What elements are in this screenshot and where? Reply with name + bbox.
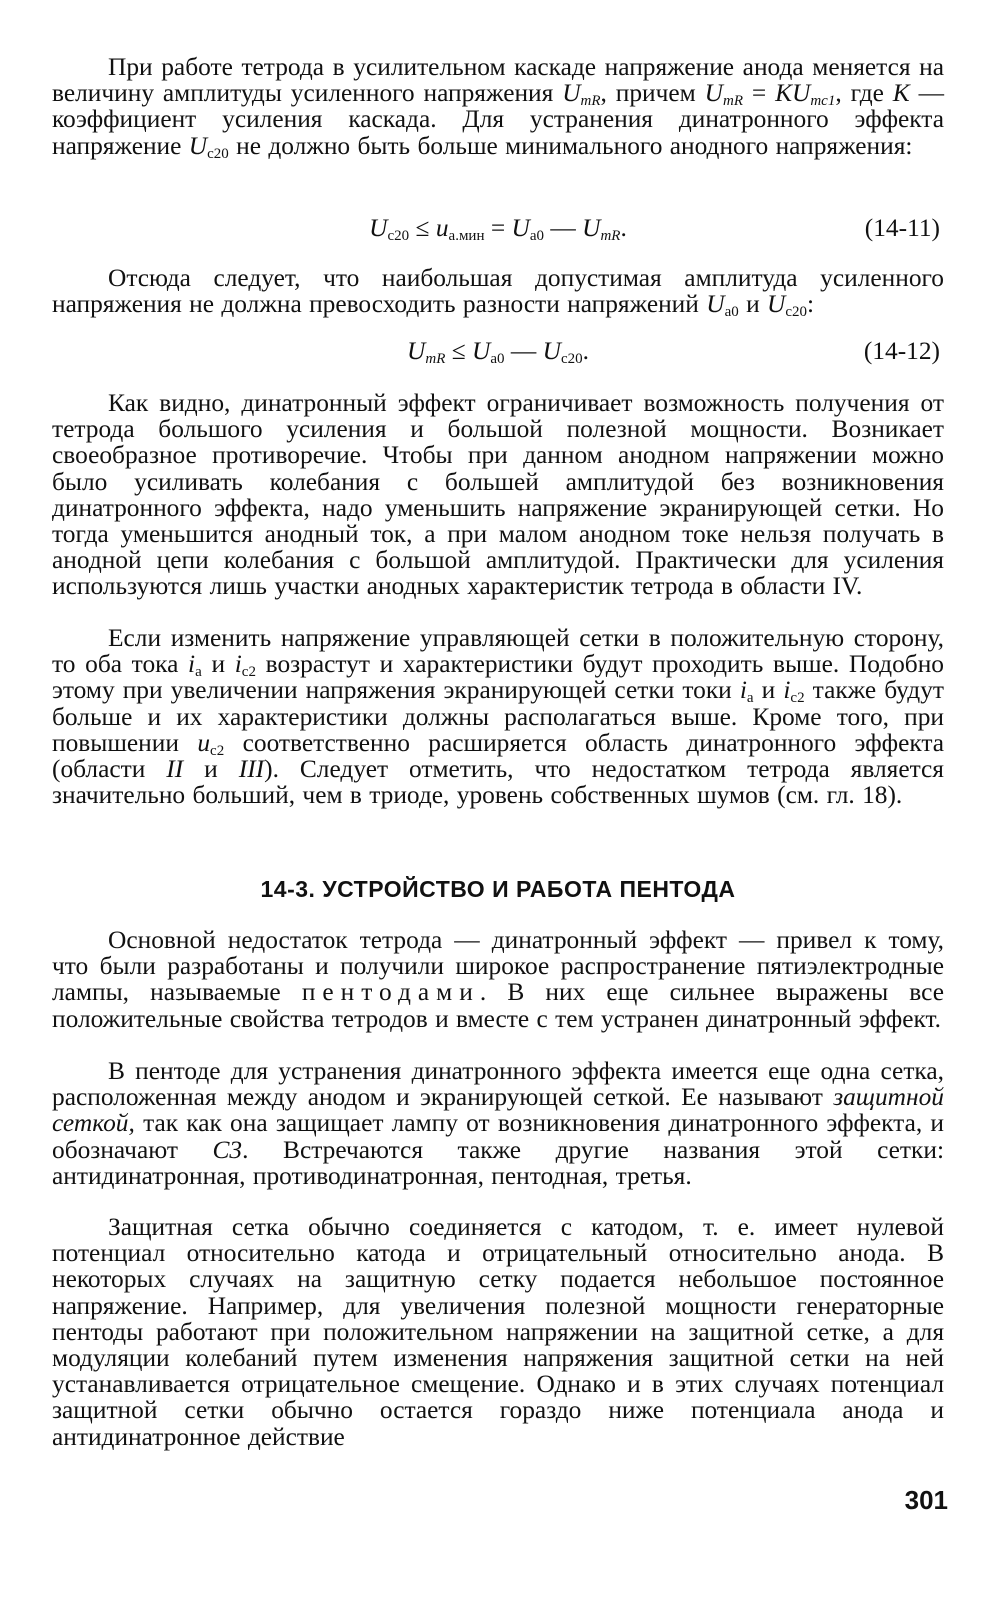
relation: . bbox=[620, 214, 627, 242]
text-run: и bbox=[753, 676, 784, 705]
subscript: c20 bbox=[387, 228, 410, 244]
text-run: При работе тетрода в усилительном каскаде напряжение анода меняется на величину амплитуды усиленного напряжения bbox=[52, 53, 944, 108]
equation-14-11 bbox=[52, 213, 944, 243]
symbol: i bbox=[739, 676, 747, 705]
subscript: c2 bbox=[241, 664, 256, 681]
section-heading: 14-3. УСТРОЙСТВО И РАБОТА ПЕНТОДА bbox=[260, 876, 736, 902]
text-run: и bbox=[738, 290, 768, 319]
symbol: u bbox=[435, 214, 449, 242]
symbol: i bbox=[234, 650, 242, 679]
text-run: и bbox=[201, 650, 235, 679]
italic-term: защитной сеткой, bbox=[52, 1083, 944, 1138]
symbol: U bbox=[472, 337, 491, 365]
symbol: KU bbox=[775, 79, 811, 108]
paragraph-1-text bbox=[52, 53, 945, 162]
relation: ≤ bbox=[409, 214, 436, 242]
subscript: mc1 bbox=[810, 93, 836, 110]
text-run: — коэффициент усиления каскада. Для устранения динатронного эффекта напряжение bbox=[52, 79, 945, 160]
text-run: так как она защищает лампу от возникновения динатронного эффекта, и обозначают bbox=[52, 1109, 944, 1164]
symbol: U bbox=[407, 337, 426, 365]
text-run: также будут больше и их характеристики должны располагаться выше. Кроме того, при повышении bbox=[52, 676, 944, 757]
symbol: u bbox=[197, 728, 211, 757]
italic-term: С3 bbox=[212, 1135, 243, 1164]
subscript: c2 bbox=[210, 742, 225, 759]
text-run: . Встречаются также другие названия этой сетки: антидинатронная, противодинатронная, пентодная, третья. bbox=[52, 1135, 945, 1190]
paragraph-3-text: Как видно, динатронный эффект ограничивает возможность получения от тетрода большого усиления и большой полезной мощности. Возникает своеобразное противоречие. Чтобы при данном анодном напряжении можно было усиливать колебания с большей амплитудой без возникновения динатронного эффекта, надо уменьшить напряжение экранирующей сетки. Но тогда уменьшится анодный ток, а при малом анодном токе нельзя получать в анодной цепи колебания с большой амплитудой. Практически для усиления используются лишь участки анодных характеристик тетрода в области IV. bbox=[52, 389, 944, 601]
text-run: = bbox=[742, 79, 776, 108]
text-run: ). Следует отметить, что недостатком тетрода является значительно больший, чем в триоде, уровень собственных шумов (см. гл. 18). bbox=[52, 755, 944, 810]
subscript: а.мин bbox=[448, 228, 485, 244]
subscript: а0 bbox=[529, 228, 545, 244]
text-run: : bbox=[807, 290, 815, 319]
text-run: . В них еще сильнее выражены все положительные свойства тетродов и вместе с тем устранен динатронный эффект. bbox=[52, 978, 944, 1033]
paragraph-4 bbox=[52, 625, 944, 808]
subscript: а bbox=[195, 664, 202, 681]
relation: = bbox=[484, 214, 512, 242]
symbol: II bbox=[166, 755, 184, 784]
relation: ≤ bbox=[445, 337, 472, 365]
text-run: возрастут и характеристики будут проходить выше. Подобно этому при увеличении напряжения экранирующей сетки токи bbox=[52, 650, 945, 705]
symbol: U bbox=[369, 214, 388, 242]
symbol: U bbox=[511, 214, 530, 242]
text-run: Отсюда следует, что наибольшая допустимая амплитуда усиленного напряжения не должна превосходить разности напряжений bbox=[52, 264, 944, 319]
symbol: U bbox=[767, 290, 786, 319]
page-number: 301 bbox=[904, 1485, 948, 1515]
text-run: Если изменить напряжение управляющей сетки в положительную сторону, то оба тока bbox=[52, 624, 944, 679]
text-run: Основной недостаток тетрода — динатронный эффект — привел к тому, что были разработаны и получили широкое распространение пятиэлектродные лампы, называемые bbox=[52, 926, 944, 1007]
symbol: U bbox=[704, 79, 723, 108]
paragraph-1 bbox=[52, 53, 945, 162]
text-run: , причем bbox=[600, 79, 705, 108]
subscript: c20 bbox=[560, 351, 583, 367]
paragraph-4-text bbox=[52, 625, 944, 808]
paragraph-6 bbox=[52, 1058, 944, 1189]
text-run: В пентоде для устранения динатронного эффекта имеется еще одна сетка, расположенная между анодом и экранирующей сеткой. Ее называют bbox=[52, 1057, 944, 1112]
subscript: c20 bbox=[207, 145, 229, 162]
text-run: и bbox=[183, 755, 239, 784]
text-run: соответственно расширяется область динатронного эффекта (области bbox=[52, 728, 945, 784]
relation: . bbox=[582, 337, 589, 365]
relation: — bbox=[544, 214, 583, 242]
symbol: U bbox=[188, 131, 208, 160]
paragraph-7-text: Защитная сетка обычно соединяется с катодом, т. е. имеет нулевой потенциал относительно катода и отрицательный относительно анода. В некоторых случаях на защитную сетку подается небольшое постоянное напряжение. Например, для увеличения полезной мощности генераторные пентоды работают при положительном напряжении на защитной сетке, а для модуляции колебаний путем изменения напряжения защитной сетки на ней устанавливается отрицательное смещение. Однако и в этих случаях потенциал защитной сетки обычно остается гораздо ниже потенциала анода и антидинатронное действие bbox=[52, 1213, 944, 1451]
symbol: i bbox=[188, 650, 196, 679]
symbol: U bbox=[706, 290, 725, 319]
paragraph-2-text bbox=[52, 264, 944, 321]
equation-14-12 bbox=[52, 336, 944, 366]
subscript: c20 bbox=[785, 304, 808, 321]
symbol: K bbox=[892, 79, 910, 108]
paragraph-5-text bbox=[52, 927, 944, 1032]
subscript: а0 bbox=[490, 351, 505, 367]
symbol: U bbox=[562, 79, 581, 108]
symbol: i bbox=[783, 676, 791, 705]
paragraph-2 bbox=[52, 264, 944, 321]
subscript: mR bbox=[425, 351, 446, 367]
subscript: mR bbox=[600, 228, 621, 244]
equation-number: (14-11) bbox=[864, 214, 940, 242]
subscript: а0 bbox=[724, 304, 739, 321]
subscript: mR bbox=[722, 93, 743, 110]
subscript: mR bbox=[580, 93, 601, 110]
spaced-term: пентодами bbox=[301, 978, 480, 1007]
paragraph-7 bbox=[52, 1214, 944, 1450]
paragraph-5 bbox=[52, 927, 944, 1032]
symbol: U bbox=[542, 337, 561, 365]
subscript: а bbox=[746, 690, 754, 707]
equation-number: (14-12) bbox=[863, 337, 940, 365]
symbol: U bbox=[582, 214, 601, 242]
text-run: , где bbox=[835, 79, 893, 108]
symbol: III bbox=[238, 755, 265, 784]
equation-formula bbox=[52, 213, 944, 243]
equation-formula bbox=[52, 336, 944, 366]
text-run: не должно быть больше минимального анодного напряжения: bbox=[228, 131, 913, 160]
paragraph-3 bbox=[52, 390, 944, 600]
subscript: c2 bbox=[790, 690, 805, 707]
paragraph-6-text bbox=[52, 1058, 944, 1189]
relation: — bbox=[504, 337, 543, 365]
